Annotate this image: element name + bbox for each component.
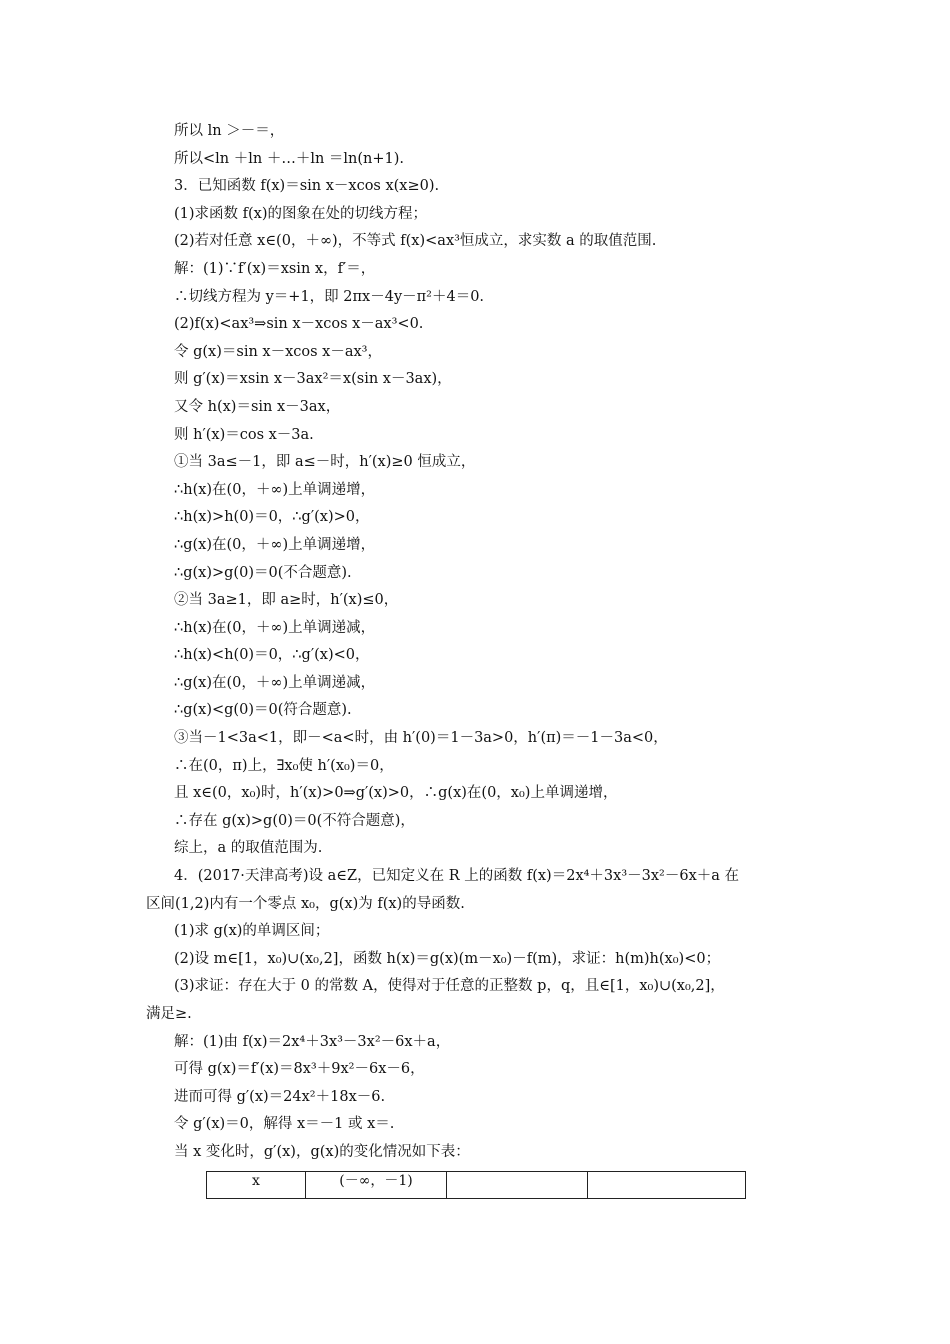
text-line: (1)求 g(x)的单调区间；: [174, 923, 330, 940]
text-line: (3)求证：存在大于 0 的常数 A，使得对于任意的正整数 p，q，且∈[1，x₀)∪(x₀,2]，: [174, 978, 725, 995]
text-line: 解：(1)∵f′(x)＝xsin x，f′＝，: [174, 260, 376, 277]
text-line: 令 g(x)＝sin x－xcos x－ax³，: [174, 343, 382, 360]
text-line: ∴切线方程为 y＝+1，即 2πx－4y－π²＋4＝0.: [174, 288, 485, 305]
text-line: 区间(1,2)内有一个零点 x₀，g(x)为 f(x)的导函数.: [146, 895, 465, 912]
text-line: 所以 ln ＞－＝，: [174, 123, 285, 139]
text-line: ∴g(x)>g(0)＝0(不合题意).: [174, 564, 352, 581]
text-line: ∴存在 g(x)>g(0)＝0(不符合题意)，: [174, 812, 415, 829]
text-line: 令 g′(x)＝0，解得 x＝－1 或 x＝.: [174, 1116, 395, 1133]
text-line: ∴h(x)在(0，＋∞)上单调递减，: [174, 619, 376, 636]
text-line: 综上，a 的取值范围为.: [174, 840, 323, 857]
text-line: 进而可得 g′(x)＝24x²＋18x－6.: [174, 1088, 386, 1105]
text-line: ∴g(x)在(0，＋∞)上单调递减，: [174, 674, 376, 691]
text-line: ∴h(x)>h(0)＝0，∴g′(x)>0，: [174, 509, 370, 526]
document-body: [146, 118, 806, 1199]
table-cell: [447, 1171, 588, 1198]
variation-table: [206, 1171, 746, 1199]
text-line: 满足≥.: [146, 1006, 192, 1022]
text-line: ③当－1<3a<1，即－<a<时，由 h′(0)＝1－3a>0，h′(π)＝－1－3a<0，: [174, 730, 668, 747]
text-line: 当 x 变化时，g′(x)，g(x)的变化情况如下表：: [174, 1143, 470, 1160]
text-line: ∴在(0，π)上，∃x₀使 h′(x₀)＝0，: [174, 757, 394, 774]
text-line: 又令 h(x)＝sin x－3ax，: [174, 398, 341, 415]
text-line: 则 h′(x)＝cos x－3a.: [174, 426, 314, 443]
text-line: 则 g′(x)＝xsin x－3ax²＝x(sin x－3ax)，: [174, 371, 452, 388]
text-line: ∴g(x)<g(0)＝0(符合题意).: [174, 702, 352, 719]
text-line: (2)若对任意 x∈(0，＋∞)，不等式 f(x)<ax³恒成立，求实数 a 的取值范围.: [174, 233, 657, 250]
text-line: ∴h(x)<h(0)＝0，∴g′(x)<0，: [174, 647, 370, 664]
text-line: ∴g(x)在(0，＋∞)上单调递增，: [174, 536, 376, 553]
text-line: 且 x∈(0，x₀)时，h′(x)>0⇒g′(x)>0，∴g(x)在(0，x₀)上单调递增，: [174, 785, 618, 802]
text-line: ①当 3a≤－1，即 a≤－时，h′(x)≥0 恒成立，: [174, 454, 476, 471]
text-line: 所以<ln ＋ln ＋…＋ln ＝ln(n+1).: [174, 150, 405, 167]
table-cell: [588, 1171, 746, 1198]
table-cell: x: [207, 1171, 306, 1198]
text-line: ∴h(x)在(0，＋∞)上单调递增，: [174, 481, 376, 498]
problem-4-statement: 4．(2017·天津高考)设 a∈Z，已知定义在 R 上的函数 f(x)＝2x⁴＋3x³－3x²－6x＋a 在: [174, 868, 740, 885]
text-line: 解：(1)由 f(x)＝2x⁴＋3x³－3x²－6x＋a，: [174, 1033, 451, 1050]
table-row: [207, 1171, 746, 1198]
text-line: ②当 3a≥1，即 a≥时，h′(x)≤0，: [174, 592, 399, 609]
text-line: 可得 g(x)＝f′(x)＝8x³＋9x²－6x－6，: [174, 1061, 425, 1078]
text-line: (2)f(x)<ax³⇒sin x－xcos x－ax³<0.: [174, 316, 424, 333]
text-line: (2)设 m∈[1，x₀)∪(x₀,2]，函数 h(x)＝g(x)(m－x₀)－f(m)，求证：h(m)h(x₀)<0；: [174, 950, 721, 967]
table-cell: (－∞，－1): [306, 1171, 447, 1198]
problem-3-statement: 3．已知函数 f(x)＝sin x－xcos x(x≥0).: [174, 178, 440, 195]
text-line: (1)求函数 f(x)的图象在处的切线方程；: [174, 205, 428, 222]
